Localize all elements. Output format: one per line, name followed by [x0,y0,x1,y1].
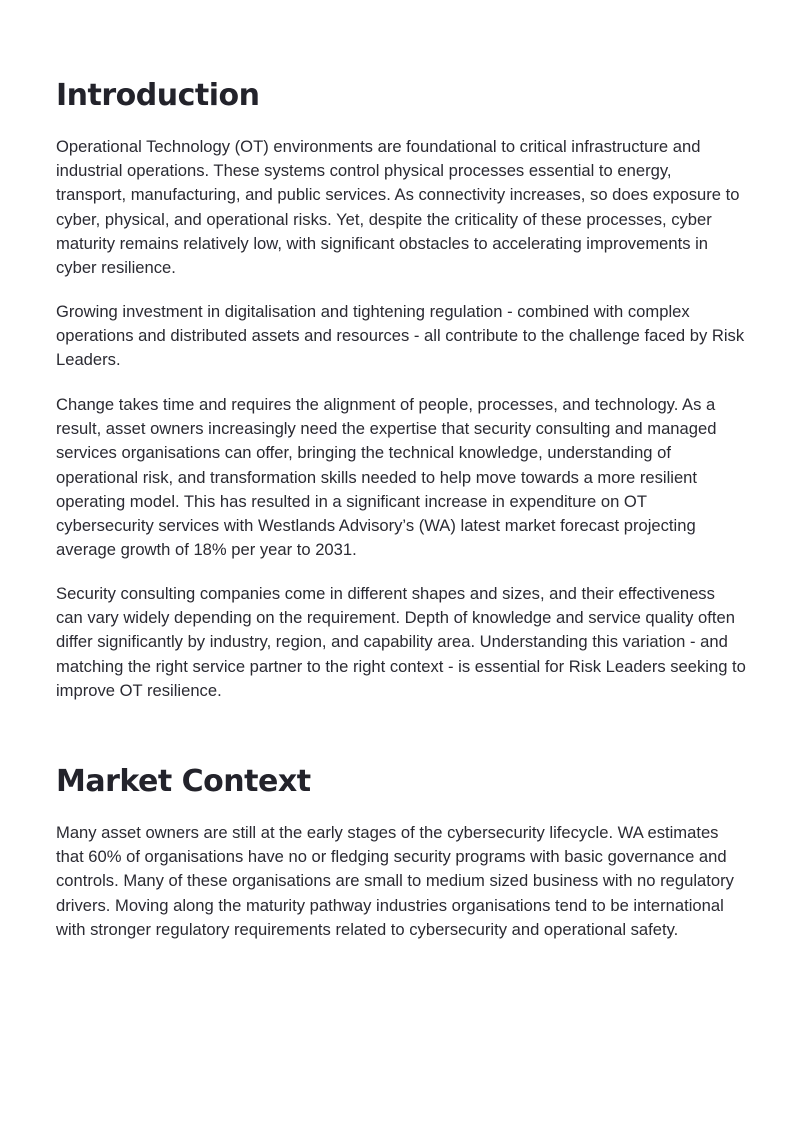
intro-paragraph-4: Security consulting companies come in different shapes and sizes, and their effectiveness can vary widely depending on the requirement. Depth of knowledge and service quality often differ significantly by industry, region, and capability area. Understanding this variation - and matching the right service partner to the right context - is essential for Risk Leaders seeking to improve OT resilience. [56,584,746,700]
section-heading-market-context: Market Context [56,764,311,799]
intro-paragraph-1: Operational Technology (OT) environments are foundational to critical infrastructure and industrial operations. These systems control physical processes essential to energy, transport, manufacturing, and public services. As connectivity increases, so does exposure to cyber, physical, and operational risks. Yet, despite the criticality of these processes, cyber maturity remains relatively low, with significant obstacles to accelerating improvements in cyber resilience. [56,137,740,278]
intro-paragraph-2: Growing investment in digitalisation and tightening regulation - combined with complex operations and distributed assets and resources - all contribute to the challenge faced by Risk Leaders. [56,302,745,370]
intro-paragraph-3: Change takes time and requires the alignment of people, processes, and technology. As a result, asset owners increasingly need the expertise that security consulting and managed services organisations can offer, bringing the technical knowledge, understanding of operational risk, and transformation skills needed to help move towards a more resilient operating model. This has resulted in a significant increase in expenditure on OT cybersecurity services with Westlands Advisory’s (WA) latest market forecast projecting average growth of 18% per year to 2031. [56,395,717,560]
section-heading-introduction: Introduction [56,78,260,113]
market-paragraph-1: Many asset owners are still at the early stages of the cybersecurity lifecycle. WA estimates that 60% of organisations have no or fledging security programs with basic governance and controls. Many of these organisations are small to medium sized business with no regulatory drivers. Moving along the maturity pathway industries organisations tend to be international with stronger regulatory requirements related to cybersecurity and operational safety. [56,823,734,939]
